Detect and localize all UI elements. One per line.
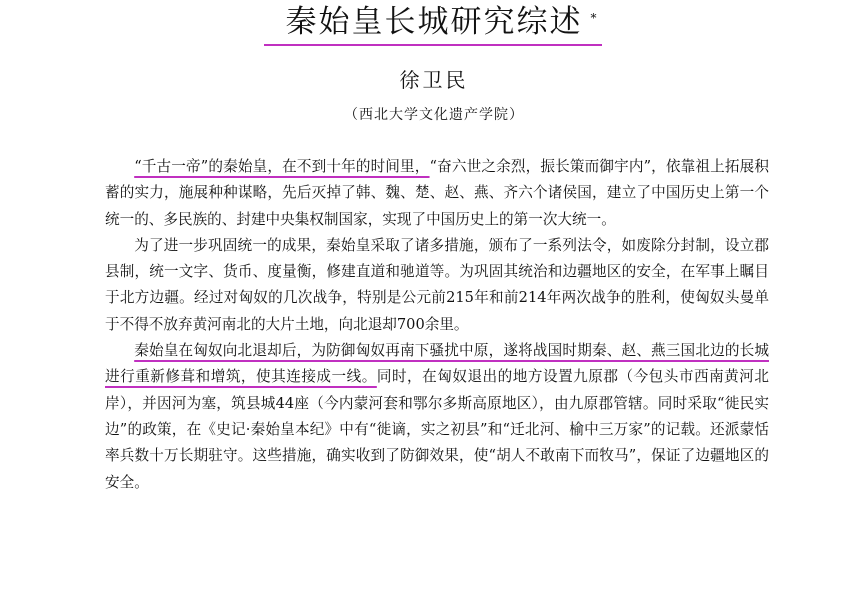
highlighted-phrase-1: “千古一帝”的秦始皇，在不到十年的时间里， bbox=[134, 158, 430, 175]
title-footnote-mark: * bbox=[590, 11, 597, 25]
paragraph-2 bbox=[105, 233, 769, 338]
page-title bbox=[280, 2, 597, 42]
paragraph-3 bbox=[105, 338, 769, 496]
title-underline-annotation bbox=[264, 44, 602, 46]
author-affiliation: （西北大学文化遗产学院） bbox=[344, 107, 524, 123]
paragraph-1-text: “奋六世之余烈，振长策而御宇内”，依靠祖上拓展积蓄的实力，施展种种谋略，先后灭掉了韩、魏、楚、赵、燕、齐六个诸侯国，建立了中国历史上第一个统一的、多民族的、封建中央集权制国家，实现了中国历史上的第一次大统一。 bbox=[105, 158, 769, 228]
article-body bbox=[105, 154, 769, 496]
title-block bbox=[0, 2, 868, 42]
paragraph-2-text: 为了进一步巩固统一的成果，秦始皇采取了诸多措施，颁布了一系列法令，如废除分封制，设立郡县制，统一文字、货币、度量衡，修建直道和驰道等。为巩固其统治和边疆地区的安全，在军事上瞩目于北方边疆。经过对匈奴的几次战争，特别是公元前215年和前214年两次战争的胜利，使匈奴头曼单于不得不放弃黄河南北的大片土地，向北退却700余里。 bbox=[105, 236, 769, 333]
title-text: 秦始皇长城研究综述 bbox=[285, 4, 583, 40]
author-name: 徐卫民 bbox=[399, 68, 469, 92]
highlighted-phrase-3: 秦始皇在匈奴向北退却后，为防御匈奴再南下骚扰中原，遂将战国时期秦、赵、燕三国北边的长城进行重新修葺和增筑，使其连接成一线。 bbox=[105, 342, 769, 386]
paragraph-3-text: 同时，在匈奴退出的地方设置九原郡（今包头市西南黄河北岸），并因河为塞，筑县城44座（今内蒙河套和鄂尔多斯高原地区），由九原郡管辖。同时采取“徙民实边”的政策，在《史记·秦始皇本纪》中有“徙谪，实之初县”和“迁北河、榆中三万家”的记载。还派蒙恬率兵数十万长期驻守。这些措施，确实收到了防御效果，使“胡人不敢南下而牧马”，保证了边疆地区的安全。 bbox=[105, 368, 769, 491]
paragraph-1 bbox=[105, 154, 769, 233]
